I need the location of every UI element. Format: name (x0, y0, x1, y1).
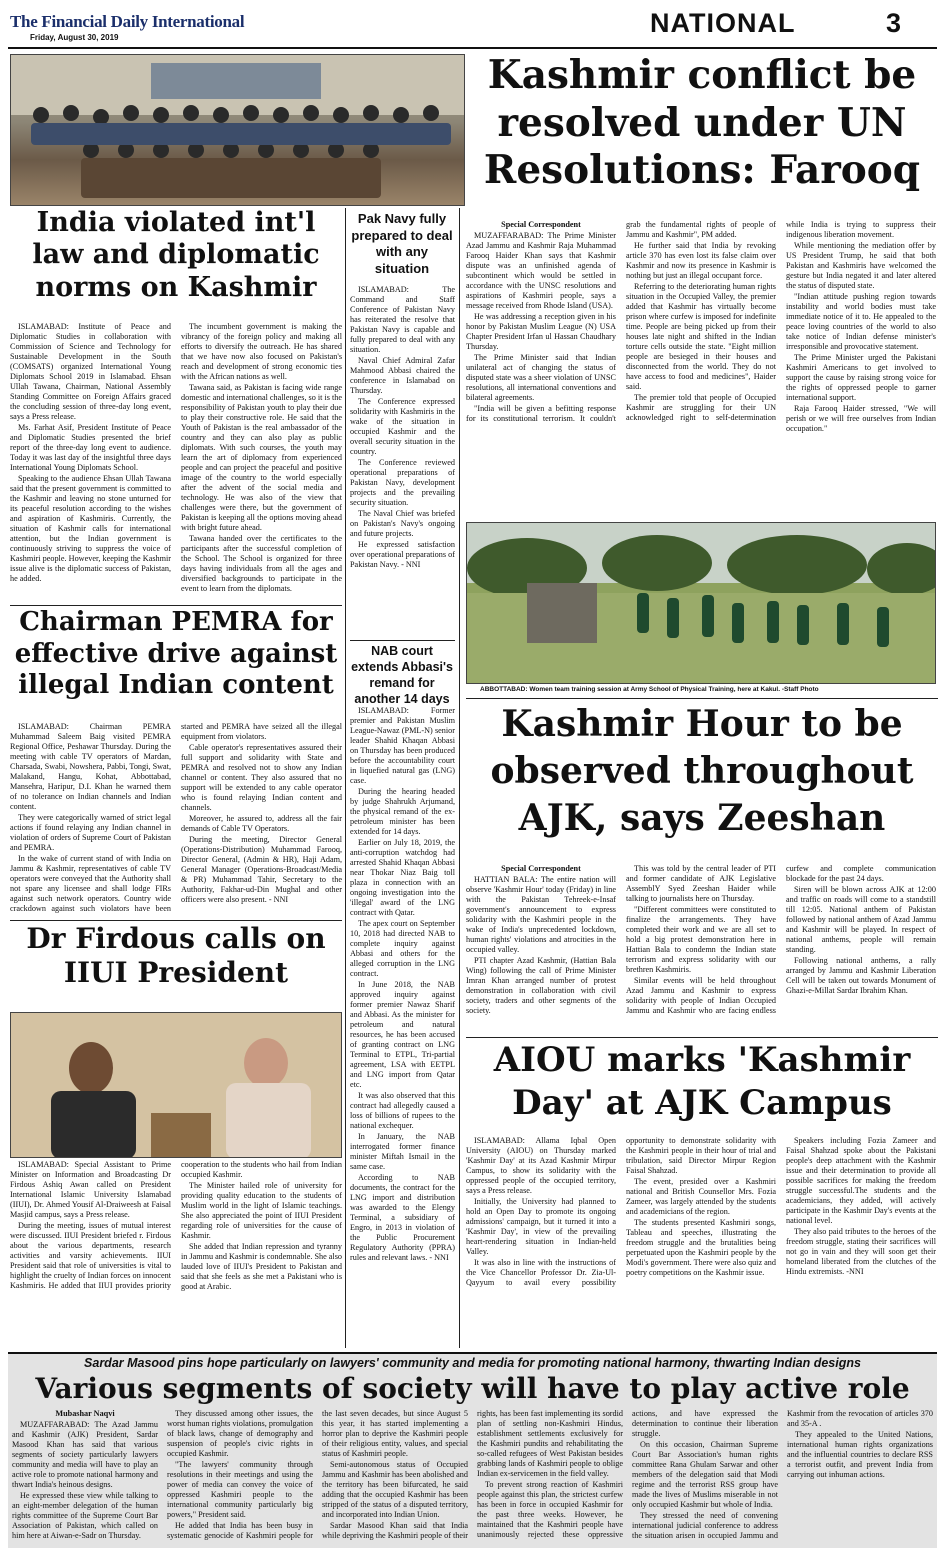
paragraph: Initially, the University had planned to hold an Open Day to promote its ongoing admissions' campaign, but it turned it into a 'Kashmir Day', in view of the prevailing heart-rendering situation in Indian-held Valley. (466, 1197, 616, 1256)
headline-pak-navy: Pak Navy fully prepared to deal with any situation (351, 211, 453, 276)
paragraph: It was also observed that this contract had allegedly caused a loss of billions of rupees to the national exchequer. (350, 1091, 455, 1130)
paragraph: "The lawyers' community through resolutions in their meetings and using the power of media can convey the voice of oppressed Kashmiri people to the international community particularly big powers," President said. (167, 1460, 313, 1519)
divider (466, 698, 938, 699)
paragraph: Referring to the deteriorating human rights situation in the Occupied Valley, the premier added that Kashmir has virtually become prison where curfew is imposed for indefinite time. People are being picked up from their houses late night and shifted in the Indian torture cells outside the state. "Eight million people are besieged in their houses and disconnected from the world. They do not have access to food and medicines", Haider said. (626, 282, 776, 391)
paragraph: Naval Chief Admiral Zafar Mahmood Abbasi chaired the conference in Islamabad on Thursday. (350, 356, 455, 395)
paragraph: According to NAB documents, the contract for the LNG import and distribution was awarded to the Elengy Terminal, a subsidiary of Engro, in 2013 in violation of the Public Procurement Regulatory Authority (PPRA) rules and relevant laws. - NNI (350, 1173, 455, 1262)
paragraph: The Prime Minister urged the Pakistani Kashmiri Americans to get involved to support the cause by raising strong voice for the rights of oppressed people to garner international support. (786, 353, 936, 402)
paragraph: Cable operator's representatives assured their full support and solidarity with State and PEMRA and resolved not to show any Indian channel or content. They also assured that no support will be extended to any cable operator who is found relaying Indian content and channels. (181, 743, 342, 812)
byline: Special Correspondent (501, 864, 581, 873)
paragraph: The Prime Minister said that Indian unilateral act of changing the status of disputed state was a sheer violation of UNSC resolutions, all international conventions and bilateral agreements. (466, 353, 616, 402)
headline-pemra: Chairman PEMRA for effective drive against illegal Indian content (14, 607, 338, 701)
paragraph: The Naval Chief was briefed on Pakistan's Navy's ongoing and future projects. (350, 509, 455, 538)
paragraph: ISLAMABAD: Special Assistant to Prime Minister on Information and Broadcasting Dr Firdous Ashiq Awan called on President International Islamic University Islamabad (IIUI), Dr. Ahmed Yousif Al-Draiweesh at Faisal Masjid campus, says a Press release. (10, 1160, 171, 1219)
article-nab-court (350, 706, 455, 1348)
paragraph: Speaking to the audience Ehsan Ullah Tawana said that the present government is committed to the Kashmir and leaving no stone unturned for its peaceful resolution according to the wishes and aspiration of Kashmiris. Currently, the situation of Kashmir calls for international attention, but the Indian government is continuously striving to suppress the voice of Kashmiri people. However, keeping the Kashmir issue alive is the diplomatic success of Pakistan, he added. (10, 474, 171, 583)
paragraph: Semi-autonomous status of Occupied Jammu and Kashmir has been abolished and the territory has been bifurcated, he said adding that the occupied Kashmir has been stripped of the status of a disputed territory, and incorporated into Indian Union. (322, 1460, 468, 1519)
paragraph: During the hearing headed by judge Shahrukh Arjumand, the physical remand of the ex-petroleum minister has been extended for 14 days. (350, 787, 455, 836)
article-aiou (466, 1136, 936, 1348)
training-photo-caption: ABBOTTABAD: Women team training session at Army School of Physical Training, here at Kakul. -Staff Photo (480, 686, 819, 693)
paragraph: They discussed among other issues, the worst human rights violations, promulgation of black laws, change of demography and suspension of people's civic rights in occupied Kashmir. (167, 1409, 313, 1458)
paragraph: Siren will be blown across AJK at 12:00 and traffic on roads will come to a standstill till 12:05. National anthem of Pakistan followed by national anthem of Azad Jammu and Kashmir will be played. In respect of national anthems, people will remain standing. (786, 885, 936, 954)
byline: Mubashar Naqvi (55, 1409, 115, 1418)
paragraph: He further said that India by revoking article 370 has even lost its false claim over Kashmir and now its presence in Kashmir is nothing but just an illegal occupant force. (626, 241, 776, 280)
paragraph: The Minister hailed role of university for providing quality education to the students of Muslim world in the light of Islamic teachings. She also appreciated the point of IIUI President regarding role of universities for the cause of Kashmir. (181, 1181, 342, 1240)
paragraph: Following national anthems, a rally arranged by Jammu and Kashmir Liberation Cell will be taken out towards Monument of Ghazi-e-Millat Sardar Ibrahim Khan. (786, 956, 936, 995)
bottom-headline: Various segments of society will have to play active role (35, 1372, 910, 1405)
article-pak-navy (350, 285, 455, 635)
paragraph: In January, the NAB interrogated former finance minister Miftah Ismail in the same case. (350, 1132, 455, 1171)
article-dr-firdous (10, 1160, 342, 1348)
paragraph: To prevent strong reaction of Kashmiri people against this plan, the strictest curfew has been in force in occupied Kashmir for the past three weeks. However, he maintained that the Kashmiri people have unanimously rejected these oppressive actions, and have expressed the determination to continue their liberation struggle. (477, 1409, 778, 1539)
paragraph: The incumbent government is making the vibrancy of the foreign policy and making all efforts to diversify the outreach. He has shared that we have now also focused on Pakistan's reach and development of strong economic ties with the African nations as well. (181, 322, 342, 381)
paragraph: Raja Farooq Haider stressed, "We will perish or we will free ourselves from Indian occupation." (786, 404, 936, 433)
masthead-date: Friday, August 30, 2019 (30, 33, 119, 42)
paragraph: The premier told that people of Occupied Kashmir are struggling for their UN acknowledged right to self-determination while India is trying to suppress their indigenous liberation movement. (626, 220, 936, 422)
paragraph: PTI chapter Azad Kashmir, (Hattian Bala Wing) following the call of Prime Minister Imran Khan arranged number of protest demonstration in collaboration with civil society, traders and other segments of the society. (466, 956, 616, 1015)
paragraph: Earlier on July 18, 2019, the anti-corruption watchdog had arrested Shahid Khaqan Abbasi near Thokar Niaz Baig toll plaza in connection with an ongoing investigation into the 'illegal' award of the LNG contract with Qatar. (350, 838, 455, 917)
paragraph: Similar events will be held throughout Azad Jammu and Kashmir to express solidarity with people of Indian Occupied Jammu and Kashmir who are facing endless curfew and complete communication blockade for the past 24 days. (626, 864, 936, 1015)
group-photo (10, 54, 465, 206)
headline-kashmir-hour: Kashmir Hour to be observed throughout AJK, says Zeeshan (490, 703, 914, 839)
section-label: NATIONAL (650, 8, 796, 38)
paragraph: ISLAMABAD: Institute of Peace and Diplomatic Studies in collaboration with Commission of Science and Technology for Sustainable Development in the South (COMSATS) organized International Young Diplomats School 2019 in Islamabad. Ehsan Ullah Tawana, Chairman, National Assembly Standing Committee on Foreign Affairs graced the concluding session of three-day long event, says a Press release. (10, 322, 171, 421)
group-photo-image (11, 55, 465, 206)
paragraph: ISLAMABAD: Former premier and Pakistan Muslim League-Nawaz (PML-N) senior leader Shahid Khaqan Abbasi on Thursday has been produced before the accountability court in liquefied natural gas (LNG) case. (350, 706, 455, 785)
article-kashmir-hour (466, 864, 936, 1034)
paragraph: The Conference reviewed operational preparations of Pakistan Navy, development projects and the prevailing security situation. (350, 458, 455, 507)
paragraph: MUZAFFARABAD: The Prime Minister Azad Jammu and Kashmir Raja Muhammad Farooq Haider Khan says that Kashmir dispute was an unfinished agenda of subcontinent which would be settled in accordance with the UNSC resolutions and aspirations of Kashmiri people, says a message received from Rhode Island (USA). (466, 231, 616, 310)
paragraph: This was told by the central leader of PTI and former candidate of AJK Legislative AssemblY Syed Zeeshan Haider while talking to journalists here on Thursday. (626, 864, 776, 903)
bottom-kicker: Sardar Masood pins hope particularly on lawyers' community and media for promoting national harmony, thwarting Indian designs (84, 1356, 861, 1370)
page-number: 3 (886, 8, 902, 38)
article-pemra (10, 722, 342, 918)
byline: Special Correspondent (501, 220, 581, 229)
paragraph: She added that Indian repression and tyranny in Jammu and Kashmir is condemnable. She also lauded love of IIUI's President to Pakistan and said that she feels as she met a Pakistani who is good at Arabic. (181, 1242, 342, 1291)
paragraph: ISLAMABAD: The Command and Staff Conference of Pakistan Navy has reiterated the resolve that Pakistan Navy is capable and fully prepared to deal with any situation. (350, 285, 455, 354)
bottom-article-body (12, 1409, 933, 1547)
paragraph: In the wake of current stand of with India on Jammu & Kashmir, representatives of cable TV operators were conveyed that the Authority shall not spare any licensee and shall lodge FIRs against such network operators. Country wide crackdown against such violators have been started and PEMRA have seized all the illegal equipment from violators. (10, 722, 342, 913)
paragraph: He expressed these view while talking to an eight-member delegation of the human rights committee of the Supreme Court Bar Association of Pakistan, which called on him here at Aiwan-e-Sadr on Thursday. (12, 1491, 158, 1540)
paragraph: During the meeting, Director General (Operations-Distribution) Muhammad Farooq, Director General, (Admin & HR), Haji Adam, General Manager (Operations-Broadcast/Media & PR) Muhammad Tahir, Secretary to the Authority, Fakhar-ud-Din Mughal and other officers were also present. - NNI (181, 835, 342, 904)
paragraph: Speakers including Fozia Zameer and Faisal Shahzad spoke about the Pakistani people's deep attachment with the Kashmir issue and their determination to provide all possible sacrifices for making the freedom struggle successful.The students and the academicians, they added, will actively participate in the Kashmir Day's events at the national level. (786, 1136, 936, 1225)
paragraph: He added that India has been busy in systematic genocide of Kashmiri people for the last seven decades, but since August 5 this year, it has started implementing a horror plan to deprive the Kashmiri people of their religious entity, values, and special status of Kashmiri people. (167, 1409, 468, 1540)
paragraph: He was addressing a reception given in his honor by Pakistan Muslim League (N) USA Chapter President Irfan ul Hassan Chaudhary Thursday. (466, 312, 616, 351)
paragraph: HATTIAN BALA: The entire nation will observe 'Kashmir Hour' today (Friday) in line with the Pakistan Tehreek-e-Insaf government's announcement to express solidarity with the Kashmiri people in the wake of India's unprecedented lockdown, human rights' violations and atrocities in the occupied valley. (466, 875, 616, 954)
paragraph: They were categorically warned of strict legal actions if found relaying any Indian channel in violation of orders of Supreme Court of Pakistan and PEMRA. (10, 813, 171, 852)
meeting-photo-image (11, 1013, 342, 1158)
paragraph: It was also in line with the instructions of the Vice Chancellor Professor Dr. Zia-Ul-Qayyum to avail every possibility opportunity to demonstrate solidarity with the Kashmiri people in their hour of trial and tribulation, said Director Mirpur Region Faisal Shahzad. (466, 1136, 776, 1287)
headline-kashmir-conflict: Kashmir conflict be resolved under UN Resolutions: Farooq (483, 52, 921, 194)
paragraph: The event, presided over a Kashmiri national and British Counsellor Mrs. Fozia Zameer, was largely attended by the students and academicians of the region. (626, 1177, 776, 1216)
paragraph: He expressed satisfaction over operational preparations of Pakistan Navy. - NNI (350, 540, 455, 569)
paragraph: They also paid tributes to the heroes of the freedom struggle, stating their sacrifices will not go in vain and they will soon get their homeland liberated from the clutches of the Hindu extremists. -NNI (786, 1227, 936, 1276)
divider (466, 1037, 938, 1038)
paragraph: They appealed to the United Nations, international human rights organizations and the influential countries to declare RSS a terrorist outfit, and prevent India from carrying out inhuman actions. (787, 1430, 933, 1479)
column-rule (459, 208, 460, 1348)
paragraph: "Indian attitude pushing region towards instability and world bodies must take immediate notice of it to. He appealed to the peace loving countries of the world to also take notice of Indian defense minister's irresponsible and provocative statement. (786, 292, 936, 351)
paragraph: Ms. Farhat Asif, President Institute of Peace and Diplomatic Studies presented the brief report of the three-day long event to audience. Today it was last day of the insightful three days International Young Diplomats School. (10, 423, 171, 472)
paragraph: ISLAMABAD: Allama Iqbal Open University (AIOU) on Thursday marked 'Kashmir Day' at its Azad Kashmir Mirpur Campus, to show its solidarity with the oppressed people of the occupied territory, says a Press release. (466, 1136, 616, 1195)
column-rule (345, 208, 346, 1348)
article-kashmir-conflict (466, 220, 936, 518)
paragraph: The apex court on September 10, 2018 had directed NAB to complete inquiry against Abbasi and others for the alleged corruption in the LNG contract. (350, 919, 455, 978)
paragraph: During the meeting, issues of mutual interest were discussed. IIUI President briefed r. Firdous about the various departments, research activities and varsity achievements. IIUI President said that role of universities is vital to highlight the cruelty of Indian forces on innocent Kashmiris. He added that IIUI provides priority cooperation to the students who hail from Indian occupied Kashmir. (10, 1160, 342, 1290)
paragraph: Tawana said, as Pakistan is facing wide range domestic and international challenges, so it is the responsibility of Pakistan youth to play their due to play their constructive role. He said that the Youth of Pakistan is the real ambassador of the country and they can also play as public diplomats. With such courses, the youth may learn the art of diplomacy from experienced people and can project the peaceful and positive image of the country to the world especially after the advent of the social media and technology. He was also of the view that challenges were there, but the government of Pakistan is keeping all the options moving ahead with bright future ahead. (181, 383, 342, 532)
article-india-violated (10, 322, 342, 604)
training-photo (466, 522, 936, 684)
divider (350, 640, 455, 641)
paragraph: In June 2018, the NAB approved inquiry against former premier Nawaz Sharif and Abbasi. As the minister for petroleum and natural resources, he has been accused of granting contract on LNG Terminal to ETPL, Tri-partial agreement, LSA with EETPL and LNG import from Qatar etc. (350, 980, 455, 1089)
headline-india-violated: India violated int'l law and diplomatic norms on Kashmir (32, 207, 320, 303)
paragraph: The students presented Kashmiri songs, Tableau and speeches, illustrating the freedom struggle and the brutalities being perpetuated upon the Kashmiri people by the Modi's government. There were also quiz and poetry competitions on the Kashmir issue. (626, 1218, 776, 1277)
headline-nab-court: NAB court extends Abbasi's remand for another 14 days (351, 644, 453, 706)
paragraph: On this occasion, Chairman Supreme Court Bar Association's human rights committee Rana Ghulam Sarwar and other members of the delegation said that Modi regime and the terrorist RSS group have made the lives of Muslims miserable in not only occupied Kashmir but whole of India. (632, 1440, 778, 1509)
paragraph: Tawana handed over the certificates to the participants after the successful completion of the School. The School is organized for three days having individuals from all the ages and diversified backgrounds to participate in the event to learn from the diplomats. (181, 534, 342, 593)
paragraph: ISLAMABAD: Chairman PEMRA Muhammad Saleem Baig visited PEMRA Regional Office, Peshawar Thursday. During the meeting with cable TV operators of Mardan, Charsada, Swabi, Nowshera, Pabbi, Tongi, Swat, Malakand, Hangu, Kohat, Abbottabad, Mansehra, Haripur, D.I. Khan he warned them of no tolerance on Indian channels and Indian content. (10, 722, 171, 811)
meeting-photo (10, 1012, 342, 1158)
paragraph: "Different committees were constituted to finalize the arrangements. They have completed their work and we are all set to hold a big protest demonstration here in Hattian Bala to condemn the Indian state terrorism and express solidarity with our brethren Kashmiris. (626, 905, 776, 974)
paragraph: The Conference expressed solidarity with Kashmiris in the wake of the situation in occupied Kashmir and the overall security situation in the country. (350, 397, 455, 456)
paragraph: MUZAFFARABAD: The Azad Jammu and Kashmir (AJK) President, Sardar Masood Khan has said that various segments of society particularly lawyers community and media will have to play an active role to promote national harmony and thwart India's heinous designs. (12, 1420, 158, 1489)
paragraph: "India will be given a befitting response for its constitutional terrorism. It couldn't grab the fundamental rights of people of Jammu and Kashmir", PM added. (466, 220, 776, 423)
paragraph: While mentioning the mediation offer by US President Trump, he said that both Pakistan and Kashmiris have welcomed the gesture but India negated it and later altered the status of disputed state. (786, 241, 936, 290)
paragraph: Moreover, he assured to, address all the fair demands of Cable TV Operators. (181, 814, 342, 833)
divider (10, 605, 342, 606)
paragraph: They stressed the need of convening international judicial conference to address the situation arisen in occupied Jammu and Kashmir from the revocation of articles 370 and 35-A . (632, 1409, 933, 1540)
paragraph: Sardar Masood Khan said that India while depriving the Kashmiri people of their rights, has been fast implementing its sordid plan of settling non-Kashmiri Hindus, establishment settlements exclusively for the Kashmiri pundits and rehabilitating the so-called refugees of West Pakistan besides grabbing lands of Kashmiri people to oblige Indian ex-servicemen in the field valley. (322, 1409, 623, 1540)
masthead-title: The Financial Daily International (10, 12, 245, 31)
divider (10, 920, 342, 921)
headline-dr-firdous: Dr Firdous calls on IIUI President (26, 922, 326, 990)
masthead-rule (8, 47, 937, 49)
training-photo-image (467, 523, 936, 684)
headline-aiou: AIOU marks 'Kashmir Day' at AJK Campus (493, 1040, 911, 1123)
